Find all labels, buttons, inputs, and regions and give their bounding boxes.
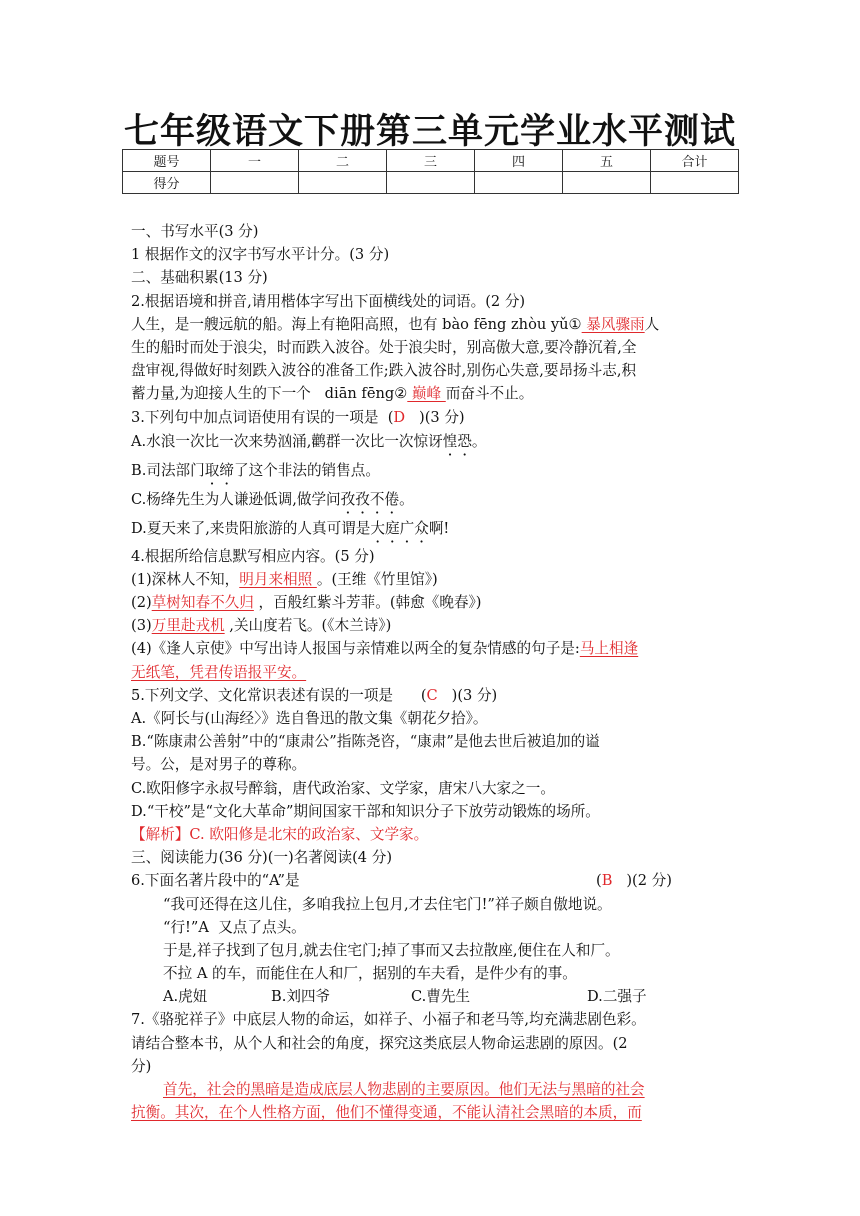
answer-blank: 马上相逢 (579, 640, 639, 658)
question-1: 1 根据作文的汉字书写水平计分。(3 分) (131, 246, 390, 264)
score-header-cell: 五 (563, 150, 651, 172)
text: 5.下列文学、文化常识表述有误的一项是 ( (131, 686, 427, 704)
option-b (131, 458, 731, 487)
excerpt-line: 不拉 A 的车，而能住在人和厂，据别的车夫看，是件少有的事。 (163, 965, 577, 983)
option-c: C.曹先生 (411, 988, 471, 1006)
option-c (131, 487, 731, 516)
exam-body (131, 220, 731, 1124)
text: (2) (131, 594, 152, 612)
question-4-item (131, 614, 731, 637)
score-header-cell: 题号 (123, 150, 211, 172)
text: 啊! (428, 519, 450, 537)
dotted-char: 不 (369, 490, 385, 508)
text: ，百般红紫斗芳菲。(韩愈《晚春》) (253, 594, 482, 612)
answer-paren (596, 869, 672, 892)
score-header-cell: 四 (475, 150, 563, 172)
answer-blank: 暴风骤雨 (581, 315, 645, 333)
answer-blank: 明月来相照 (239, 570, 317, 588)
question-4-item (131, 661, 731, 684)
excerpt-line: “行!”A 又点了点头。 (163, 918, 306, 936)
score-cell (563, 172, 651, 194)
dotted-char: 孜 (355, 490, 370, 508)
question-2-line: 生的船时而处于浪尖，时而跌入波谷。处于浪尖时，别高傲大意,要冷静沉着,全 (131, 338, 637, 356)
text: (4)《逢人京使》中写出诗人报国与亲情难以两全的复杂情感的句子是: (131, 640, 580, 658)
question-6-stem (131, 869, 731, 892)
answer-blank: 草树知春不久归 (151, 594, 254, 612)
score-cell (651, 172, 739, 194)
answer-blank: 巅峰 (407, 385, 446, 403)
section-heading: 三、阅读能力(36 分)(一)名著阅读(4 分) (131, 849, 393, 867)
text: 。 (471, 432, 487, 450)
answer: D (393, 408, 406, 426)
question-4-item (131, 591, 731, 614)
analysis-text: C. 欧阳修是北宋的政治家、文学家。 (189, 825, 429, 843)
dotted-char: 众 (414, 519, 429, 537)
score-table-header-row (123, 150, 739, 172)
score-cell (299, 172, 387, 194)
excerpt-line: 于是,祥子找到了包月,就去住宅门;掉了事而又去拉散座,便住在人和厂。 (163, 941, 620, 959)
question-2-line (131, 313, 731, 336)
dotted-char: 广 (399, 519, 415, 537)
question-7-line: 请结合整本书，从个人和社会的角度，探究这类底层人物命运悲剧的原因。(2 (131, 1034, 628, 1052)
question-3-stem (131, 406, 731, 429)
text: ( (596, 872, 602, 890)
answer-blank: 万里赴戎机 (151, 617, 225, 635)
question-7-line: 分) (131, 1057, 152, 1075)
score-cell (475, 172, 563, 194)
text: 。 (399, 490, 414, 508)
text: C.杨绛先生为人谦逊低调,做学问 (131, 490, 341, 508)
answer-line: 抗衡。其次，在个人性格方面，他们不懂得变通，不能认清社会黑暗的本质，而 (131, 1104, 642, 1122)
option-d: D.二强子 (587, 988, 647, 1006)
score-cell (387, 172, 475, 194)
score-header-cell: 一 (211, 150, 299, 172)
text: D.夏天来了,来贵阳旅游的人真可谓是 (131, 519, 371, 537)
text: 而奋斗不止。 (445, 385, 534, 403)
question-4-item (131, 637, 731, 660)
excerpt-line: “我可还得在这儿住，多咱我拉上包月,才去住宅门!”祥子颇自傲地说。 (163, 895, 612, 913)
dotted-char: 大 (370, 519, 385, 537)
score-header-cell: 二 (299, 150, 387, 172)
question-2-line: 盘审视,得做好时刻跌入波谷的准备工作;跌入波谷时,别伤心失意,要昂扬斗志,积 (131, 362, 637, 380)
option-b: B.“陈康肃公善射”中的“康肃公”指陈尧咨，“康肃”是他去世后被追加的谥 (131, 733, 600, 751)
text: 人 (644, 315, 660, 333)
dotted-char: 取 (204, 461, 220, 479)
answer: C (426, 686, 438, 704)
dotted-char: 惶 (442, 432, 458, 450)
question-2-stem: 2.根据语境和拼音,请用楷体字写出下面横线处的词语。(2 分) (131, 292, 526, 310)
text: )(3 分) (437, 686, 498, 704)
dotted-char: 庭 (384, 519, 400, 537)
text: 3.下列句中加点词语使用有误的一项是 ( (131, 408, 394, 426)
option-d (131, 516, 731, 545)
options-row (131, 985, 731, 1008)
analysis (131, 823, 731, 846)
option-a: A.虎妞 (163, 988, 208, 1006)
dotted-char: 倦 (384, 490, 400, 508)
text: (3) (131, 617, 152, 635)
question-7-line: 7.《骆驼祥子》中底层人物的命运，如祥子、小福子和老马等,均充满悲剧色彩。 (131, 1011, 646, 1029)
text: (1)深林人不知， (131, 570, 240, 588)
section-heading: 一、书写水平(3 分) (131, 223, 259, 240)
text: ,关山度若飞。(《木兰诗》) (224, 617, 392, 635)
score-header-cell: 三 (387, 150, 475, 172)
text: )(2 分) (612, 872, 672, 890)
text: 6.下面名著片段中的“A”是 (131, 872, 300, 890)
dotted-char: 孜 (340, 490, 356, 508)
score-cell (211, 172, 299, 194)
analysis-tag: 【解析】 (131, 825, 190, 843)
answer-blank: 无纸笔，凭君传语报平安。 (131, 663, 307, 681)
option-d: D.“干校”是“文化大革命”期间国家干部和知识分子下放劳动锻炼的场所。 (131, 802, 600, 820)
text: A.水浪一次比一次来势汹涌,鹳群一次比一次惊讶 (131, 432, 443, 450)
text: 了这个非法的销售点。 (233, 461, 380, 479)
dotted-char: 恐 (457, 432, 472, 450)
answer: B (601, 872, 613, 890)
score-table-score-row (123, 172, 739, 194)
option-a (131, 429, 731, 458)
question-2-line (131, 382, 731, 405)
score-table (122, 149, 739, 194)
dotted-char: 缔 (219, 461, 234, 479)
text: 。(王维《竹里馆》) (316, 570, 438, 588)
page-title: 七年级语文下册第三单元学业水平测试 (123, 112, 736, 152)
text: 人生，是一艘远航的船。海上有艳阳高照，也有 bào fēng zhòu yǔ① (131, 315, 582, 333)
text: )(3 分) (405, 408, 465, 426)
question-5-stem (131, 684, 731, 707)
section-heading: 二、基础积累(13 分) (131, 269, 268, 287)
question-4-item (131, 568, 731, 591)
score-row-label: 得分 (123, 172, 211, 194)
text: 蓄力量,为迎接人生的下一个 diān fēng② (131, 385, 408, 403)
option-c: C.欧阳修字永叔号醉翁，唐代政治家、文学家，唐宋八大家之一。 (131, 779, 555, 797)
option-a: A.《阿长与(山海经〉》选自鲁迅的散文集《朝花夕拾》。 (131, 710, 488, 727)
answer-line: 首先，社会的黑暗是造成底层人物悲剧的主要原因。他们无法与黑暗的社会 (163, 1081, 645, 1098)
text: B.司法部门 (131, 461, 205, 479)
score-header-cell: 合计 (651, 150, 739, 172)
option-b-cont: 号。公，是对男子的尊称。 (131, 756, 307, 774)
question-4-stem: 4.根据所给信息默写相应内容。(5 分) (131, 547, 375, 565)
option-b: B.刘四爷 (271, 988, 331, 1006)
